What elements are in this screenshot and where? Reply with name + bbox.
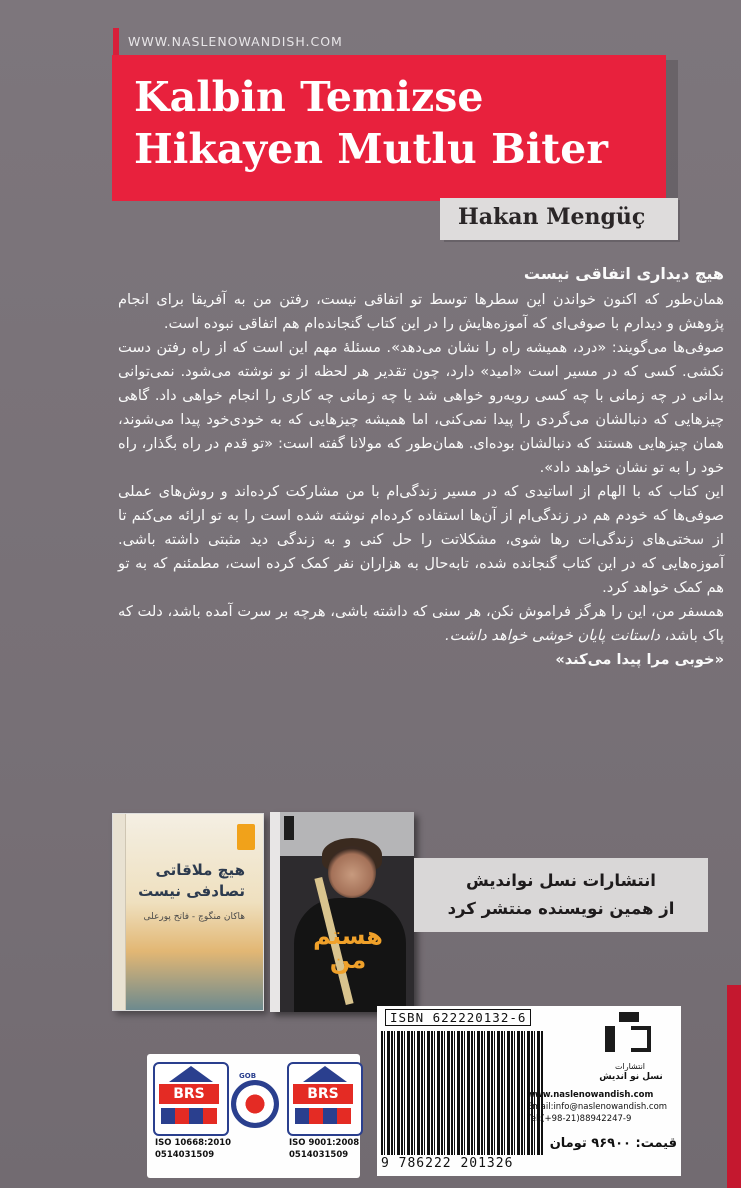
cert-left-number: 0514031509 (155, 1150, 215, 1160)
certifications-panel (147, 1054, 360, 1178)
cert-left-standard: ISO 10668:2010 (155, 1138, 232, 1148)
text-heading: هیچ دیداری اتفاقی نیست (523, 264, 724, 283)
promo-line-2: از همین نویسنده منتشر کرد (447, 899, 675, 918)
publisher-logo-icon (605, 1012, 653, 1064)
gob-label: GOB (239, 1072, 257, 1080)
publisher-website: www.naslenowandish.com (527, 1090, 654, 1100)
book1-spine (113, 814, 126, 1010)
cert-right-standard: ISO 9001:2008 (289, 1138, 360, 1148)
website-top: WWW.NASLENOWANDISH.COM (128, 34, 343, 49)
title-line-1: Kalbin Temizse (134, 73, 484, 121)
promo-box (414, 858, 708, 932)
publisher-badge-icon (284, 816, 294, 840)
publisher-label: انتشارات (614, 1062, 646, 1071)
cert-right-name: BRS (293, 1084, 353, 1104)
barcode (381, 1031, 543, 1155)
promo-line-1: انتشارات نسل نواندیش (466, 871, 656, 890)
isbn-panel (377, 1006, 681, 1176)
paragraph-3: این کتاب که با الهام از اساتیدی که در مسیر زندگی‌ام با من مشارکت کرده‌اند و روش‌های عملی صوفی‌ها که خودم هم در زندگی‌ام از آن‌ها استفاده کرده‌ام نوشته شده است را به تو ارائه می‌کنم تا از سختی‌های زندگی‌ات رها شوی، مشکلاتت را حل کنی و به زندگی دید مثبتی داشته باشی. آموزه‌هایی که در این کتاب گنجانده شده، تابه‌حال به هزاران نفر کمک کرده است، مطمئنم که به تو هم کمک خواهد کرد. (118, 483, 724, 596)
brs-certificate-icon-right (287, 1062, 363, 1136)
back-cover-text (118, 262, 724, 672)
brs-certificate-icon-left (153, 1062, 229, 1136)
book2-spine (270, 812, 280, 1012)
isbn-number: ISBN 622220132-6 (385, 1009, 531, 1026)
book-cover-hastam-man (270, 812, 414, 1012)
author-box (440, 198, 678, 240)
publisher-email: Email:info@naslenowandish.com (527, 1102, 668, 1112)
title-line-2: Hikayen Mutlu Biter (134, 125, 608, 173)
price: قیمت: ۹۶۹۰۰ تومان (549, 1136, 677, 1151)
cert-left-name: BRS (159, 1084, 219, 1104)
closing-line: «خوبی مرا پیدا می‌کند» (555, 651, 724, 668)
book1-author: هاکان منگوچ - فاتح پورعلی (143, 912, 245, 922)
barcode-number: 9 786222 201326 (381, 1156, 514, 1171)
title-box (112, 55, 666, 201)
red-edge-strip-right (727, 985, 741, 1188)
publisher-phone: Tel:(+98-21)88942247-9 (527, 1114, 632, 1124)
paragraph-2: صوفی‌ها می‌گویند: «درد، همیشه راه را نشان می‌دهد». مسئلهٔ مهم این است که از راه رفتن دست نکشی. کسی که در مسیر است «امید» دارد، چون تقدیر هر لحظه از نو نوشته می‌شود. نمی‌توانی بدانی در چه زمانی با چه کسی روبه‌رو خواهی شد یا چه زمانی چه کاری را انجام خواهی داد. گاهی چیزهایی که دنبالشان می‌گردی را پیدا نمی‌کنی، اما همیشه چیزهایی که به خودی‌خود پیدا می‌شوند، همان چیزهایی هستند که دنبالشان بوده‌ای. همان‌طور که مولانا گفته است: «تو قدم در راه بگذار، راه خود را به تو نشان خواهد داد». (118, 339, 724, 476)
cert-right-number: 0514031509 (289, 1150, 349, 1160)
publisher-logo-icon (237, 824, 255, 850)
publisher-name: نسل نو اندیش (599, 1072, 663, 1082)
book1-title: هیچ ملاقاتی تصادفی نیست (138, 861, 245, 900)
book-cover-heech-molaghati (112, 813, 264, 1011)
paragraph-4-italic: داستانت پایان خوشی خواهد داشت. (445, 627, 661, 644)
author-name: Hakan Mengüç (458, 204, 646, 230)
paragraph-1: همان‌طور که اکنون خواندن این سطرها توسط تو اتفاقی نیست، رفتن من به آفریقا برای انجام پژوهش و دیدارم با صوفی‌ای که آموزه‌هایش را در این کتاب گنجانده‌ام هم اتفاقی نبوده است. (118, 291, 724, 332)
gob-seal-icon (231, 1080, 279, 1128)
book2-title: هستم من (313, 922, 383, 974)
paragraph-4 (118, 600, 724, 648)
portrait-face (328, 846, 376, 898)
paragraph-4-start: همسفر من، این را هرگز فراموش نکن، هر سنی که داشته باشی، هرچه بر سرت آمده باشد، دلت که پاک باشد، (118, 603, 724, 644)
